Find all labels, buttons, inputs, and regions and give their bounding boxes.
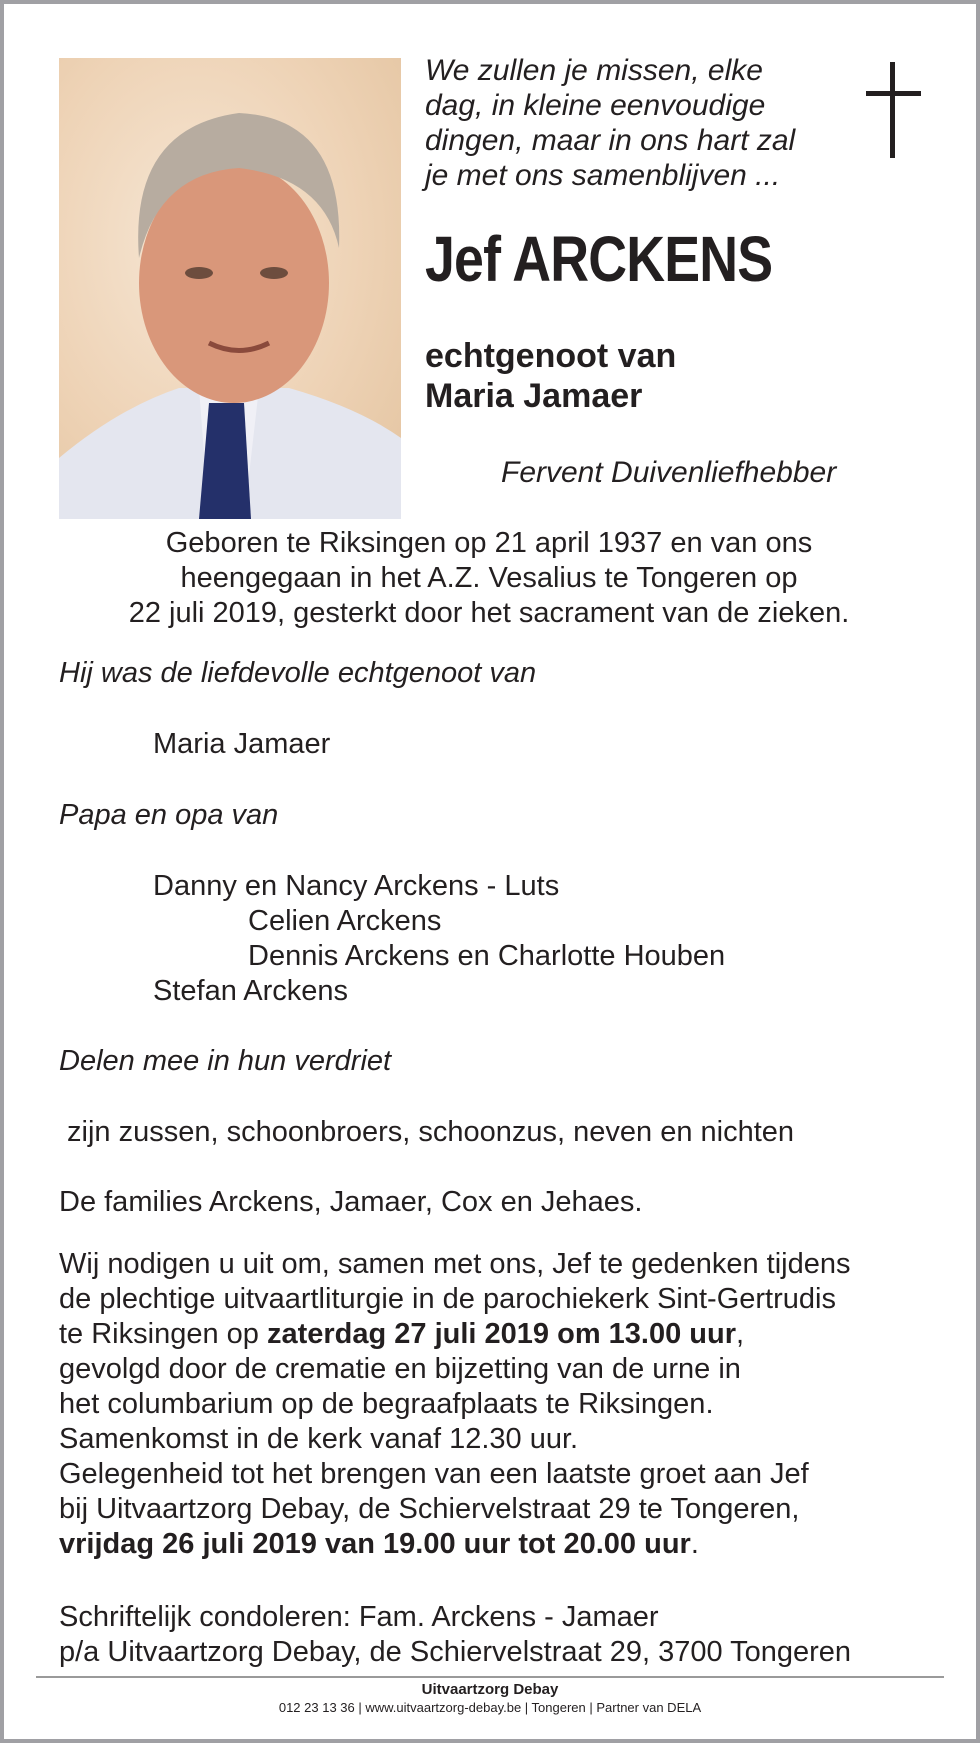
wife-heading: Hij was de liefdevolle echtgenoot van: [59, 657, 537, 689]
birth-line: heengegaan in het A.Z. Vesalius te Tongeren op: [180, 562, 798, 594]
grandchild-line: Dennis Arckens en Charlotte Houben: [248, 940, 726, 972]
footer-company: Uitvaartzorg Debay: [421, 1681, 559, 1698]
quote-line: je met ons samenblijven ...: [425, 159, 781, 192]
condolence-line: p/a Uitvaartzorg Debay, de Schiervelstraat 29, 3700 Tongeren: [59, 1636, 852, 1668]
relatives: zijn zussen, schoonbroers, schoonzus, neven en nichten: [67, 1116, 795, 1148]
invite-line: [59, 1527, 851, 1562]
deceased-name: Jef ARCKENS: [425, 223, 773, 295]
invite-line: [59, 1317, 851, 1352]
invite-line: bij Uitvaartzorg Debay, de Schiervelstraat 29 te Tongeren,: [59, 1493, 800, 1525]
invite-text: te Riksingen op: [59, 1318, 267, 1350]
portrait-photo: [59, 58, 401, 519]
spouse-name: Maria Jamaer: [425, 377, 643, 415]
funeral-invitation: [59, 1247, 851, 1562]
memorial-quote: [425, 53, 795, 193]
birth-line: Geboren te Riksingen op 21 april 1937 en van ons: [165, 527, 813, 559]
hobby: Fervent Duivenliefhebber: [501, 456, 837, 489]
children-heading: Papa en opa van: [59, 799, 279, 831]
visitation-date: vrijdag 26 juli 2019 van 19.00 uur tot 20.00 uur: [59, 1528, 691, 1560]
invite-line: het columbarium op de begraafplaats te Riksingen.: [59, 1388, 714, 1420]
quote-line: dingen, maar in ons hart zal: [425, 124, 796, 157]
grandchild-line: Celien Arckens: [248, 905, 442, 937]
invite-line: de plechtige uitvaartliturgie in de parochiekerk Sint-Gertrudis: [59, 1283, 836, 1315]
quote-line: We zullen je missen, elke: [425, 54, 763, 87]
birth-paragraph: [0, 526, 978, 631]
wife-name: Maria Jamaer: [153, 728, 331, 760]
spouse-label: echtgenoot van: [425, 337, 677, 375]
invite-text: ,: [736, 1318, 745, 1350]
invite-line: Gelegenheid tot het brengen van een laatste groet aan Jef: [59, 1458, 809, 1490]
child-line: Stefan Arckens: [153, 975, 349, 1007]
child-line: Danny en Nancy Arckens - Luts: [153, 870, 560, 902]
invite-line: Samenkomst in de kerk vanaf 12.30 uur.: [59, 1423, 579, 1455]
invite-line: gevolgd door de crematie en bijzetting van de urne in: [59, 1353, 741, 1385]
funeral-date: zaterdag 27 juli 2019 om 13.00 uur: [266, 1318, 737, 1350]
footer-divider: [36, 1676, 944, 1678]
spouse-info: [425, 336, 676, 416]
share-heading: Delen mee in hun verdriet: [59, 1045, 392, 1077]
footer-info: 012 23 13 36 | www.uitvaartzorg-debay.be | Tongeren | Partner van DELA: [278, 1700, 702, 1715]
condolences: [59, 1600, 851, 1670]
invite-line: Wij nodigen u uit om, samen met ons, Jef te gedenken tijdens: [59, 1248, 851, 1280]
invite-text: .: [690, 1528, 699, 1560]
quote-line: dag, in kleine eenvoudige: [425, 89, 766, 122]
birth-line: 22 juli 2019, gesterkt door het sacrament van de zieken.: [128, 597, 850, 629]
families: De families Arckens, Jamaer, Cox en Jehaes.: [59, 1186, 643, 1218]
condolence-line: Schriftelijk condoleren: Fam. Arckens - Jamaer: [59, 1601, 659, 1633]
